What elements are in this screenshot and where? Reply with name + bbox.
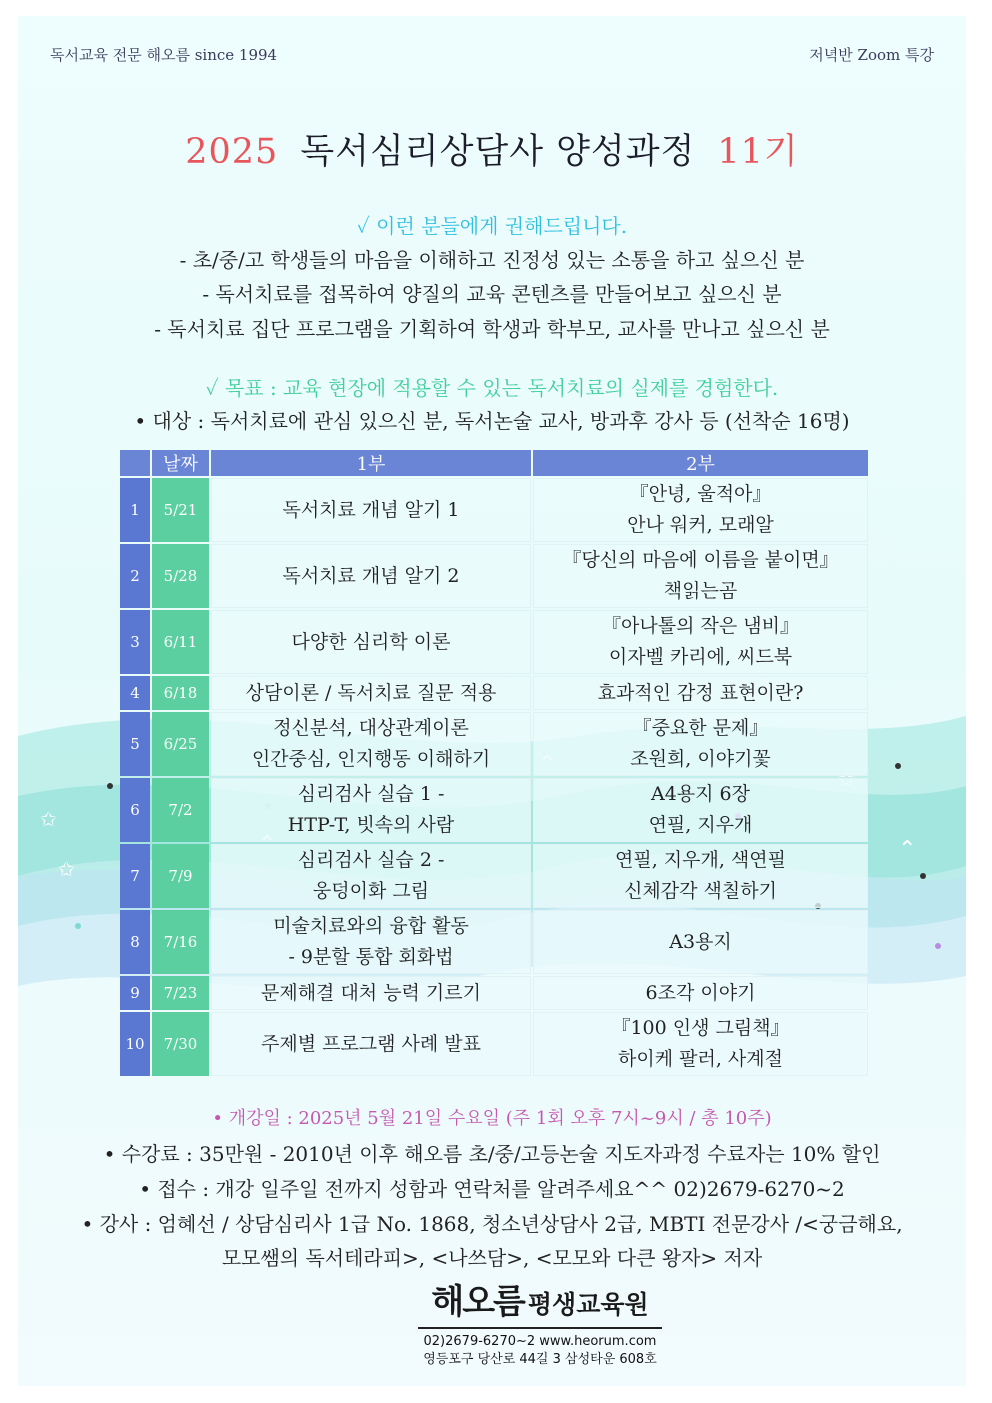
table-row <box>120 976 868 1010</box>
recommend-item: - 초/중/고 학생들의 마음을 이해하고 진정성 있는 소통을 하고 싶으신 분 <box>179 248 805 272</box>
logo-name: 평생교육원 <box>527 1290 649 1319</box>
row-number: 2 <box>120 544 150 608</box>
page-title <box>18 124 966 174</box>
row-date: 6/18 <box>152 676 209 710</box>
row-number: 6 <box>120 778 150 842</box>
row-part1: 미술치료와의 융합 활동 - 9분할 통합 회화법 <box>211 910 531 974</box>
header-part2: 2부 <box>533 450 868 476</box>
header-no <box>120 450 150 476</box>
row-part1: 상담이론 / 독서치료 질문 적용 <box>211 676 531 710</box>
table-row <box>120 544 868 608</box>
goal-text: ✓ 목표 : 교육 현장에 적용할 수 있는 독서치료의 실제를 경험한다. <box>205 376 779 400</box>
table-header-row <box>120 450 868 476</box>
row-part1: 독서치료 개념 알기 1 <box>211 478 531 542</box>
header-left-text: 독서교육 전문 해오름 since 1994 <box>50 46 278 64</box>
header-part1: 1부 <box>211 450 531 476</box>
row-date: 5/21 <box>152 478 209 542</box>
title-main: 독서심리상담사 양성과정 <box>300 132 696 172</box>
svg-text:✩: ✩ <box>58 857 75 881</box>
row-date: 5/28 <box>152 544 209 608</box>
schedule-table <box>118 448 870 1078</box>
logo-row <box>410 1274 670 1323</box>
row-date: 7/9 <box>152 844 209 908</box>
logo-divider <box>418 1327 662 1329</box>
table-row <box>120 778 868 842</box>
row-number: 5 <box>120 712 150 776</box>
row-part2: A3용지 <box>533 910 868 974</box>
logo-mark: 해오름 <box>431 1282 524 1322</box>
apply-text: • 접수 : 개강 일주일 전까지 성함과 연락처를 알려주세요^^ 02)2679-6270~2 <box>139 1177 845 1201</box>
row-date: 7/23 <box>152 976 209 1010</box>
row-part2: 『당신의 마음에 이름을 붙이면』 책읽는곰 <box>533 544 868 608</box>
row-number: 1 <box>120 478 150 542</box>
row-number: 9 <box>120 976 150 1010</box>
row-part1: 다양한 심리학 이론 <box>211 610 531 674</box>
title-year: 2025 <box>185 132 279 172</box>
table-row <box>120 1012 868 1076</box>
header-right-text: 저녁반 Zoom 특강 <box>809 46 934 64</box>
row-number: 10 <box>120 1012 150 1076</box>
table-row <box>120 910 868 974</box>
row-part1: 심리검사 실습 2 - 웅덩이화 그림 <box>211 844 531 908</box>
row-number: 3 <box>120 610 150 674</box>
logo-contact: 02)2679-6270~2 www.heorum.com <box>423 1334 657 1349</box>
row-part2: 효과적인 감정 표현이란? <box>533 676 868 710</box>
fee-text: • 수강료 : 35만원 - 2010년 이후 해오름 초/중/고등논술 지도자과정 수료자는 10% 할인 <box>103 1142 881 1166</box>
row-part2: 6조각 이야기 <box>533 976 868 1010</box>
row-part1: 주제별 프로그램 사례 발표 <box>211 1012 531 1076</box>
table-row <box>120 844 868 908</box>
recommend-heading: ✓ 이런 분들에게 권해드립니다. <box>356 214 628 238</box>
row-date: 6/11 <box>152 610 209 674</box>
flyer-sheet <box>18 16 966 1386</box>
row-part2: 『100 인생 그림책』 하이케 팔러, 사계절 <box>533 1012 868 1076</box>
row-part2: 『안녕, 울적아』 안나 워커, 모래알 <box>533 478 868 542</box>
row-part2: 『아나톨의 작은 냄비』 이자벨 카리에, 씨드북 <box>533 610 868 674</box>
table-row <box>120 478 868 542</box>
header-date: 날짜 <box>152 450 209 476</box>
row-date: 6/25 <box>152 712 209 776</box>
row-part2: 연필, 지우개, 색연필 신체감각 색칠하기 <box>533 844 868 908</box>
title-term: 11기 <box>717 132 799 172</box>
row-part1: 문제해결 대처 능력 기르기 <box>211 976 531 1010</box>
table-row <box>120 676 868 710</box>
target-text: • 대상 : 독서치료에 관심 있으신 분, 독서논술 교사, 방과후 강사 등 (선착순 16명) <box>134 409 850 433</box>
row-part1: 심리검사 실습 1 - HTP-T, 빗속의 사람 <box>211 778 531 842</box>
recommend-item: - 독서치료 집단 프로그램을 기획하여 학생과 학부모, 교사를 만나고 싶으신 분 <box>154 317 830 341</box>
recommend-item: - 독서치료를 접목하여 양질의 교육 콘텐츠를 만들어보고 싶으신 분 <box>202 282 782 306</box>
svg-text:✩: ✩ <box>40 807 57 831</box>
svg-text:⌃: ⌃ <box>898 837 917 862</box>
teacher-books-text: 모모쌤의 독서테라피>, <나쓰담>, <모모와 다큰 왕자> 저자 <box>221 1246 763 1270</box>
logo-address: 영등포구 당산로 44길 3 삼성타운 608호 <box>423 1352 657 1367</box>
row-part1: 독서치료 개념 알기 2 <box>211 544 531 608</box>
row-number: 7 <box>120 844 150 908</box>
table-row <box>120 610 868 674</box>
row-date: 7/30 <box>152 1012 209 1076</box>
teacher-text: • 강사 : 엄혜선 / 상담심리사 1급 No. 1868, 청소년상담사 2급, MBTI 전문강사 /<궁금해요, <box>81 1212 903 1236</box>
row-part1: 정신분석, 대상관계이론 인간중심, 인지행동 이해하기 <box>211 712 531 776</box>
row-date: 7/2 <box>152 778 209 842</box>
table-row <box>120 712 868 776</box>
row-date: 7/16 <box>152 910 209 974</box>
row-part2: 『중요한 문제』 조원희, 이야기꽃 <box>533 712 868 776</box>
row-part2: A4용지 6장 연필, 지우개 <box>533 778 868 842</box>
row-number: 8 <box>120 910 150 974</box>
start-date-text: • 개강일 : 2025년 5월 21일 수요일 (주 1회 오후 7시~9시 / 총 10주) <box>212 1108 772 1129</box>
academy-logo <box>410 1274 670 1369</box>
row-number: 4 <box>120 676 150 710</box>
